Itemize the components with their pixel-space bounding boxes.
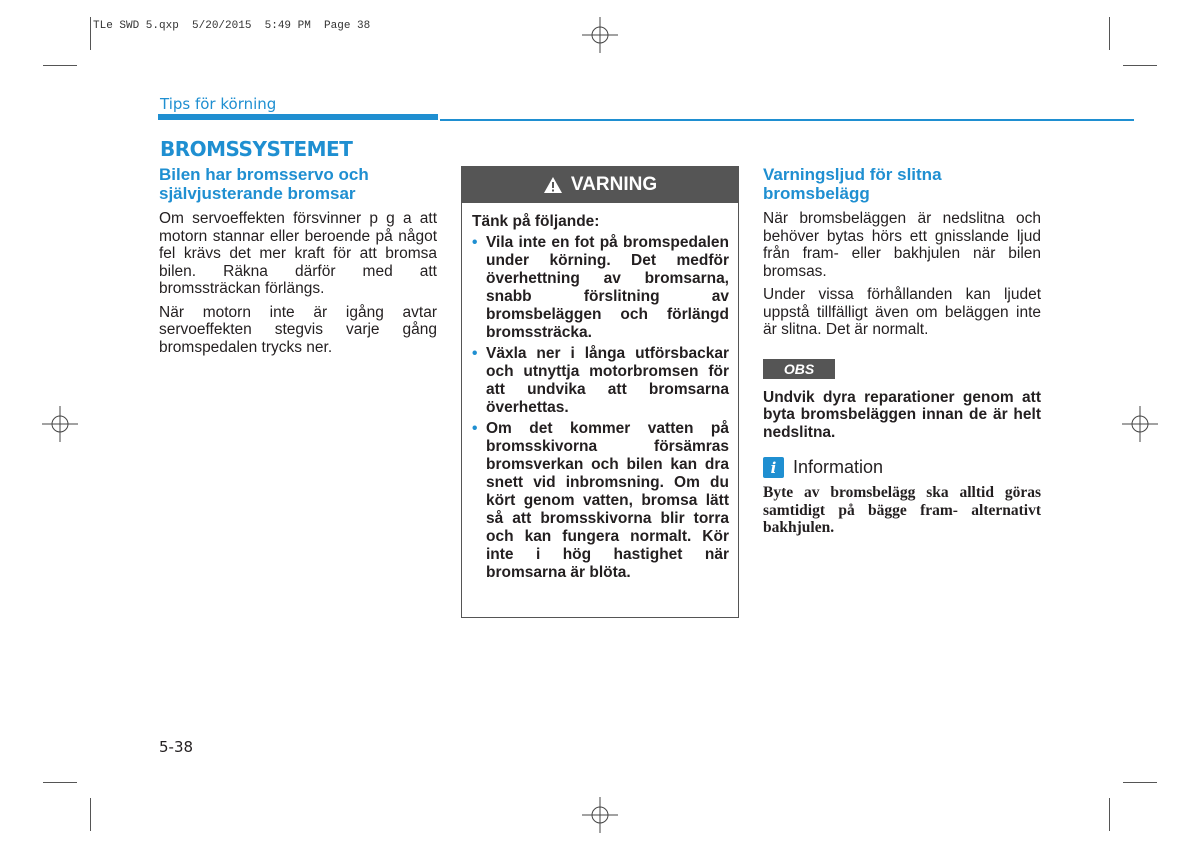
crop-mark bbox=[1123, 782, 1157, 783]
list-item: • Om det kommer vatten på bromsskivorna försämras bromsverkan och bilen kan dra snett vid inbromsning. Om du kört genom vatten, bromsa lätt så att bromsskivorna blir torra och kan fungera normalt. Kör inte i hög hastighet när bromsarna är blöta. bbox=[472, 420, 729, 581]
print-slug: TLe SWD 5.qxp 5/20/2015 5:49 PM Page 38 bbox=[93, 20, 371, 32]
warning-intro: Tänk på följande: bbox=[472, 213, 600, 230]
registration-mark-icon bbox=[582, 17, 618, 53]
warning-triangle-icon bbox=[543, 176, 563, 194]
right-column bbox=[763, 165, 1041, 543]
left-heading: Bilen har bromsservo och självjusterande bromsar bbox=[159, 165, 369, 203]
crop-mark bbox=[1109, 798, 1110, 831]
obs-label: OBS bbox=[763, 359, 835, 379]
crop-mark bbox=[43, 65, 77, 66]
header-rule bbox=[440, 119, 1134, 121]
obs-text: Undvik dyra reparationer genom att byta bromsbeläggen innan de är helt nedslitna. bbox=[763, 388, 1041, 441]
header-accent-bar bbox=[158, 114, 438, 120]
warning-body bbox=[462, 203, 738, 582]
warning-header bbox=[462, 167, 738, 203]
crop-mark bbox=[90, 17, 91, 50]
right-paragraph: Under vissa förhållanden kan ljudet uppstå tillfälligt även om beläggen inte är slitna. Det är normalt. bbox=[763, 286, 1041, 338]
bullet-icon: • bbox=[472, 234, 478, 251]
registration-mark-icon bbox=[582, 797, 618, 833]
crop-mark bbox=[1109, 17, 1110, 50]
left-paragraph: När motorn inte är igång avtar servoeffekten stegvis varje gång bromspedalen trycks ner. bbox=[159, 303, 437, 356]
crop-mark bbox=[1123, 65, 1157, 66]
page-number: 5-38 bbox=[159, 738, 194, 756]
registration-mark-icon bbox=[1122, 406, 1158, 442]
info-title: Information bbox=[793, 457, 884, 477]
crop-mark bbox=[43, 782, 77, 783]
left-column bbox=[159, 165, 437, 362]
warning-box bbox=[461, 166, 739, 618]
info-text: Byte av bromsbelägg ska alltid göras samtidigt på bägge fram- alternativt bakhjulen. bbox=[763, 484, 1041, 536]
registration-mark-icon bbox=[42, 406, 78, 442]
right-heading: Varningsljud för slitna bromsbelägg bbox=[763, 165, 942, 203]
right-paragraph: När bromsbeläggen är nedslitna och behöver bytas hörs ett gnisslande ljud från fram- eller bakhjulen när bilen bromsas. bbox=[763, 210, 1041, 280]
info-header bbox=[763, 457, 1041, 478]
bullet-icon: • bbox=[472, 420, 478, 437]
info-icon: i bbox=[763, 457, 784, 478]
section-label: Tips för körning bbox=[160, 95, 277, 113]
warning-title: VARNING bbox=[570, 174, 658, 195]
page-title: BROMSSYSTEMET bbox=[160, 137, 353, 161]
left-paragraph: Om servoeffekten försvinner p g a att motorn stannar eller beroende på något fel krävs det mer kraft för att bromsa bilen. Räkna därför med att bromssträckan förlängs. bbox=[159, 210, 437, 297]
list-item: • Växla ner i långa utförsbackar och utnyttja motorbromsen för att undvika att bromsarna överhettas. bbox=[472, 345, 729, 416]
crop-mark bbox=[90, 798, 91, 831]
warning-list bbox=[472, 234, 729, 582]
bullet-icon: • bbox=[472, 345, 478, 362]
list-item: • Vila inte en fot på bromspedalen under körning. Det medför överhettning av bromsarna, snabb förslitning av bromsbeläggen och förlängd bromssträcka. bbox=[472, 234, 729, 341]
